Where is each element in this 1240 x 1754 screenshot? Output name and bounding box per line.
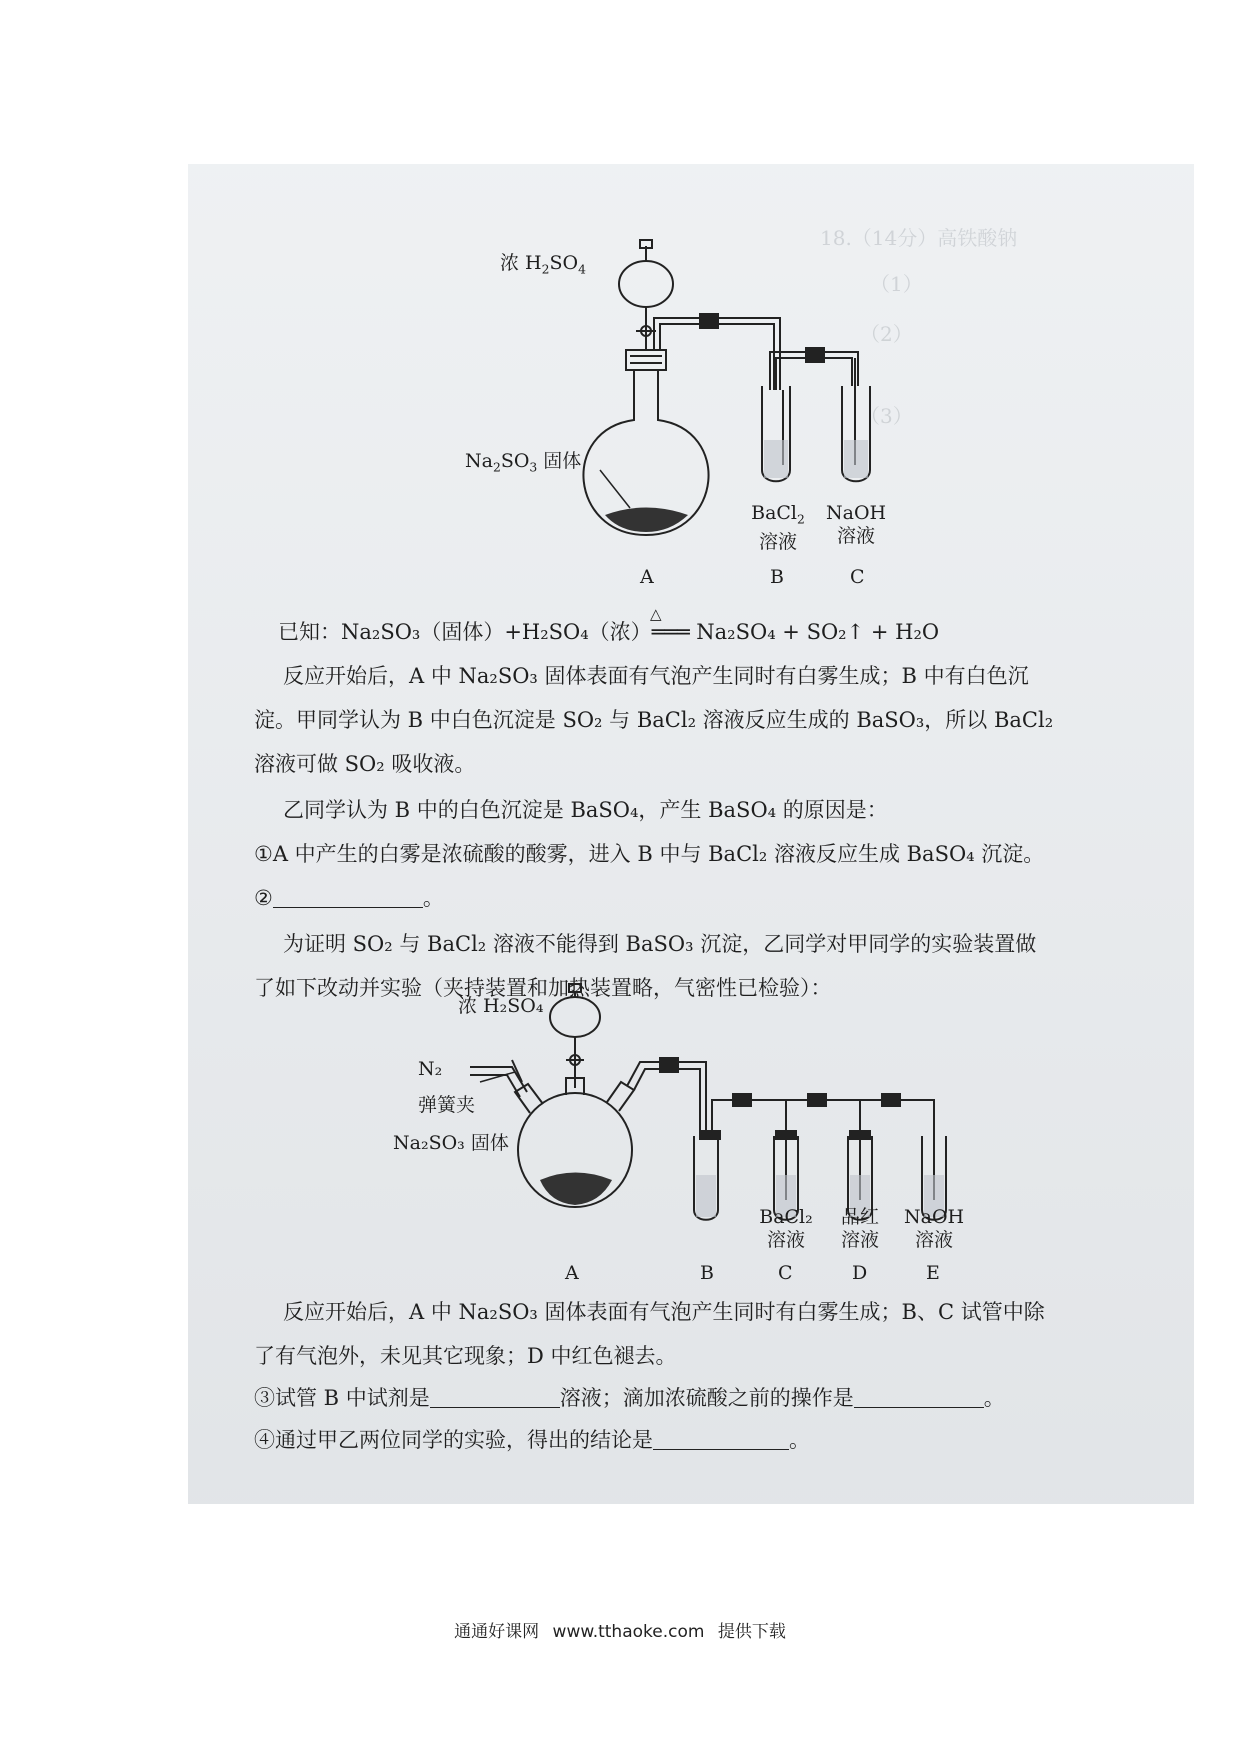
label-letter-a: A xyxy=(640,566,654,588)
paragraph-4-line-2: 了有气泡外，未见其它现象；D 中红色褪去。 xyxy=(254,1344,677,1368)
bleed-through-text: 18.（14分）高铁酸钠 xyxy=(820,226,1018,250)
paragraph-1-line-3: 溶液可做 SO₂ 吸收液。 xyxy=(254,752,476,776)
footer-site-name: 通通好课网 xyxy=(454,1622,540,1642)
answer-blank-3b[interactable] xyxy=(854,1387,984,1408)
delta-symbol: △ xyxy=(650,605,662,623)
label-letter-c-2: C xyxy=(778,1262,793,1284)
paragraph-2-line-1: 乙同学认为 B 中的白色沉淀是 BaSO₄，产生 BaSO₄ 的原因是： xyxy=(283,798,888,822)
label-letter-b-2: B xyxy=(700,1262,714,1284)
label-b-reagent: BaCl$_2$ 溶液 xyxy=(751,502,805,554)
label-d-reagent: 品红 溶液 xyxy=(840,1206,879,1251)
answer-blank-3a[interactable] xyxy=(430,1387,560,1408)
label-sodium-sulfite-solid-2: Na₂SO₃ 固体 xyxy=(393,1132,509,1154)
bleed-through-text: （1） xyxy=(870,272,923,296)
bleed-through-text: （2） xyxy=(860,322,913,346)
label-letter-e-2: E xyxy=(926,1262,940,1284)
question-4-line: ④通过甲乙两位同学的实验，得出的结论是 。 xyxy=(254,1428,810,1452)
bleed-through-text: （3） xyxy=(860,404,913,428)
paragraph-4-line-1: 反应开始后，A 中 Na₂SO₃ 固体表面有气泡产生同时有白雾生成；B、C 试管中除 xyxy=(283,1300,1045,1324)
paragraph-2-line-2: ①A 中产生的白雾是浓硫酸的酸雾，进入 B 中与 BaCl₂ 溶液反应生成 BaSO₄ 沉淀。 xyxy=(254,842,1045,866)
question-3-line: ③试管 B 中试剂是 溶液；滴加浓硫酸之前的操作是 。 xyxy=(254,1386,1005,1410)
paragraph-3-line-2: 了如下改动并实验（夹持装置和加热装置略，气密性已检验）： xyxy=(254,976,832,1000)
label-sodium-sulfite-solid: $Na_2SO_3$ 固体 xyxy=(465,450,582,475)
label-c-reagent-2: BaCl₂ 溶液 xyxy=(759,1206,813,1251)
label-letter-d-2: D xyxy=(852,1262,868,1284)
question-2-line: ② 。 xyxy=(254,886,444,910)
label-e-reagent: NaOH 溶液 xyxy=(904,1206,965,1251)
footer-url[interactable]: www.tthaoke.com xyxy=(552,1622,705,1642)
label-n2-inlet: N₂ xyxy=(418,1058,443,1080)
label-letter-a-2: A xyxy=(565,1262,579,1284)
footer-note: 提供下载 xyxy=(717,1622,786,1642)
paragraph-3-line-1: 为证明 SO₂ 与 BaCl₂ 溶液不能得到 BaSO₃ 沉淀，乙同学对甲同学的实验装置做 xyxy=(283,932,1037,956)
page-footer xyxy=(0,1617,1240,1642)
label-c-reagent: NaOH 溶液 xyxy=(826,502,887,547)
label-letter-b: B xyxy=(770,566,784,588)
label-spring-clamp: 弹簧夹 xyxy=(418,1094,476,1116)
answer-blank-4[interactable] xyxy=(653,1429,789,1450)
known-equation: 已知：Na₂SO₃（固体）+H₂SO₄（浓）═══ Na₂SO₄ + SO₂↑ + H₂O xyxy=(278,620,940,644)
paragraph-1-line-1: 反应开始后，A 中 Na₂SO₃ 固体表面有气泡产生同时有白雾生成；B 中有白色沉 xyxy=(283,664,1029,688)
paragraph-1-line-2: 淀。甲同学认为 B 中白色沉淀是 SO₂ 与 BaCl₂ 溶液反应生成的 BaSO₃，所以 BaCl₂ xyxy=(254,708,1054,732)
label-letter-c: C xyxy=(850,566,865,588)
label-conc-sulfuric-acid-2: 浓 H₂SO₄ xyxy=(458,995,544,1017)
label-conc-sulfuric-acid: 浓 $H_2SO_4$ xyxy=(500,252,586,277)
